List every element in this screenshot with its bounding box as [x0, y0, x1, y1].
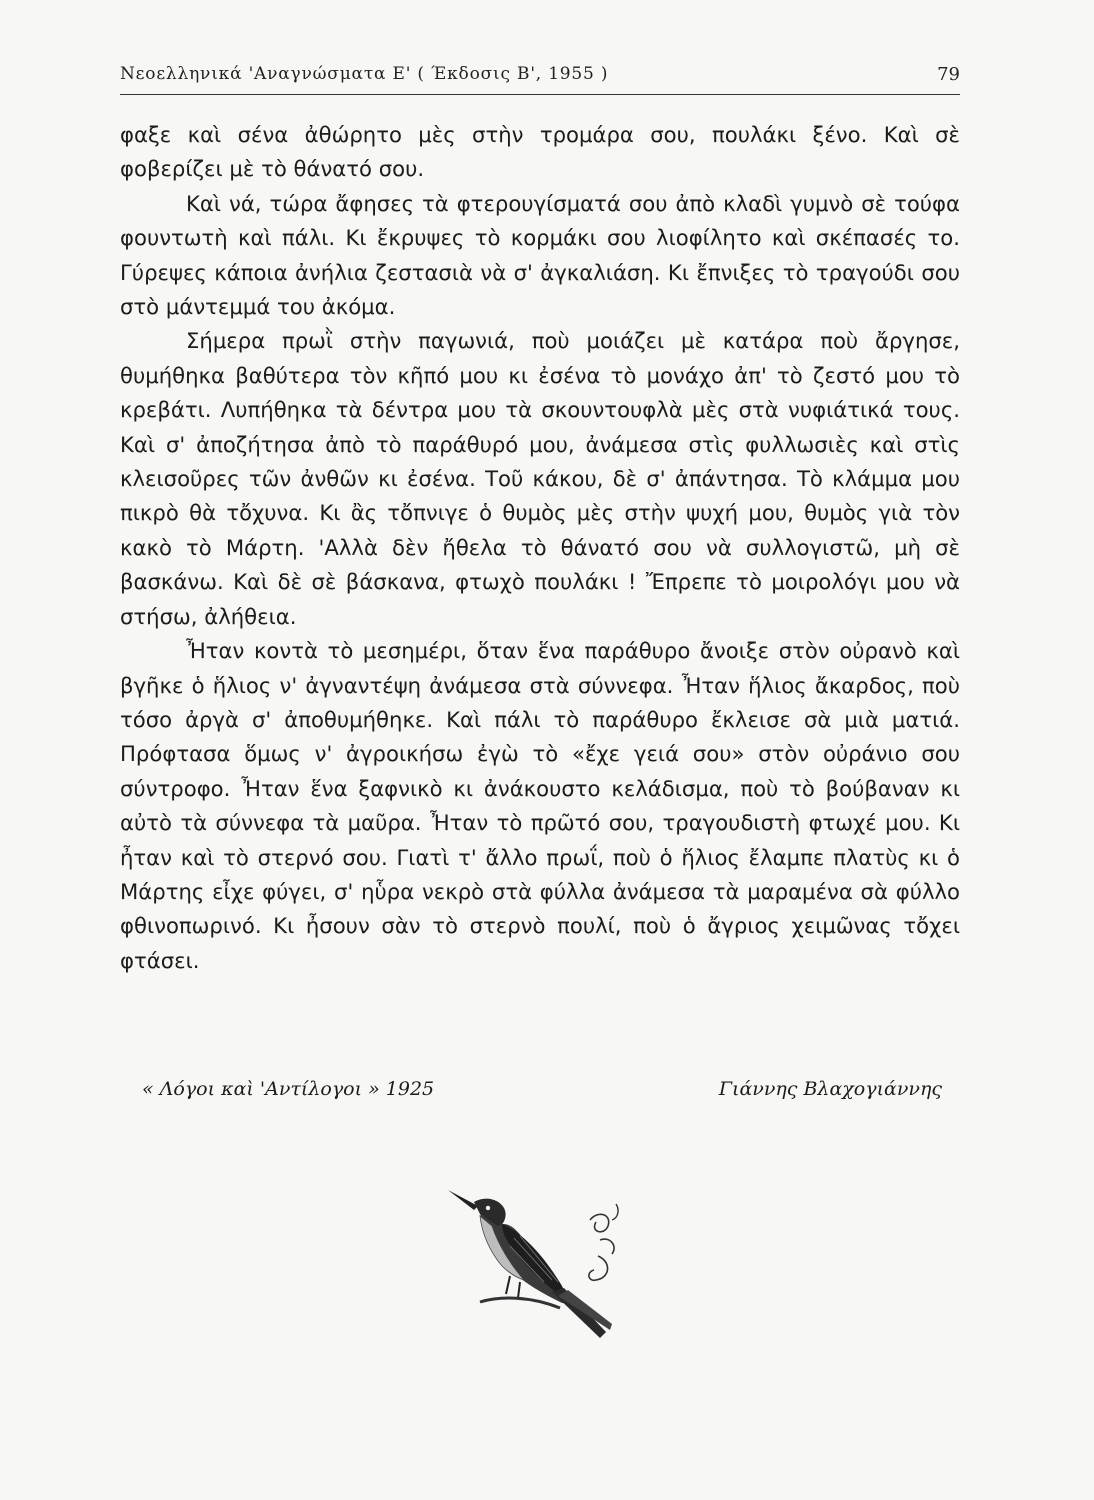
byline: [142, 1078, 942, 1108]
bird-illustration: [440, 1180, 640, 1355]
paragraph: Σήμερα πρωῒ στὴν παγωνιά, ποὺ μοιάζει μὲ κατάρα ποὺ ἄργησε, θυμήθηκα βαθύτερα τὸν κῆπό μου κι ἐσένα τὸ μονάχο ἀπ' τὸ ζεστό μου τὸ κρεβάτι. Λυπήθηκα τὰ δέντρα μου τὰ σκουντουφλὰ μὲς στὰ νυφιάτικά τους. Καὶ σ' ἀποζήτησα ἀπὸ τὸ παράθυρό μου, ἀνάμεσα στὶς φυλλωσιὲς καὶ στὶς κλεισοῦρες τῶν ἀνθῶν κι ἐσένα. Τοῦ κάκου, δὲ σ' ἀπάντησα. Τὸ κλάμμα μου πικρὸ θὰ τὄχυνα. Κι ἂς τὄπνιγε ὁ θυμὸς μὲς στὴν ψυχή μου, θυμὸς γιὰ τὸν κακὸ τὸ Μάρτη. 'Αλλὰ δὲν ἤθελα τὸ θάνατό σου νὰ συλλογιστῶ, μὴ σὲ βασκάνω. Καὶ δὲ σὲ βάσκανα, φτωχὸ πουλάκι ! Ἔπρεπε τὸ μοιρολόγι μου νὰ στήσω, ἀλήθεια.: [120, 328, 960, 629]
body-text: [120, 118, 960, 978]
author-name: Γιάννης Βλαχογιάννης: [718, 1078, 942, 1100]
page-number: 79: [937, 64, 960, 85]
paragraph: Ἦταν κοντὰ τὸ μεσημέρι, ὅταν ἕνα παράθυρο ἄνοιξε στὸν οὐρανὸ καὶ βγῆκε ὁ ἥλιος ν' ἀγναντέψη ἀνάμεσα στὰ σύννεφα. Ἦταν ἥλιος ἄκαρδος, ποὺ τόσο ἀργὰ σ' ἀποθυμήθηκε. Καὶ πάλι τὸ παράθυρο ἔκλεισε σὰ μιὰ ματιά. Πρόφτασα ὅμως ν' ἀγροικήσω ἐγὼ τὸ «ἔχε γειά σου» στὸν οὐράνιο σου σύντροφο. Ἦταν ἕνα ξαφνικὸ κι ἀνάκουστο κελάδισμα, ποὺ τὸ βούβαναν κι αὐτὸ τὰ σύννεφα τὰ μαῦρα. Ἦταν τὸ πρῶτό σου, τραγουδιστὴ φτωχέ μου. Κι ἦταν καὶ τὸ στερνό σου. Γιατὶ τ' ἄλλο πρωΐ, ποὺ ὁ ἥλιος ἔλαμπε πλατὺς κι ὁ Μάρτης εἶχε φύγει, σ' ηὗρα νεκρὸ στὰ φύλλα ἀνάμεσα τὰ μαραμένα σὰ φύλλο φθινοπωρινό. Κι ἦσουν σὰν τὸ στερνὸ πουλί, ποὺ ὁ ἄγριος χειμῶνας τὄχει φτάσει.: [120, 638, 960, 973]
paragraph-continued: φαξε καὶ σένα ἀθώρητο μὲς στὴν τρομάρα σου, πουλάκι ξένο. Καὶ σὲ φοβερίζει μὲ τὸ θάνατό σου.: [120, 122, 960, 182]
page-header: [120, 62, 960, 95]
paragraph: Καὶ νά, τώρα ἄφησες τὰ φτερουγίσματά σου ἀπὸ κλαδὶ γυμνὸ σὲ τούφα φουντωτὴ καὶ πάλι. Κι ἔκρυψες τὸ κορμάκι σου λιοφίλητο καὶ σκέπασές το. Γύρεψες κάποια ἀνήλια ζεστασιὰ νὰ σ' ἀγκαλιάση. Κι ἔπνιξες τὸ τραγούδι σου στὸ μάντεμμά του ἀκόμα.: [120, 190, 960, 320]
bird-icon: [440, 1180, 640, 1355]
running-head: Νεοελληνικά 'Αναγνώσματα Ε' ( Έκδοσις Β', 1955 ): [120, 64, 609, 84]
source-citation: « Λόγοι καὶ 'Αντίλογοι » 1925: [142, 1078, 435, 1100]
